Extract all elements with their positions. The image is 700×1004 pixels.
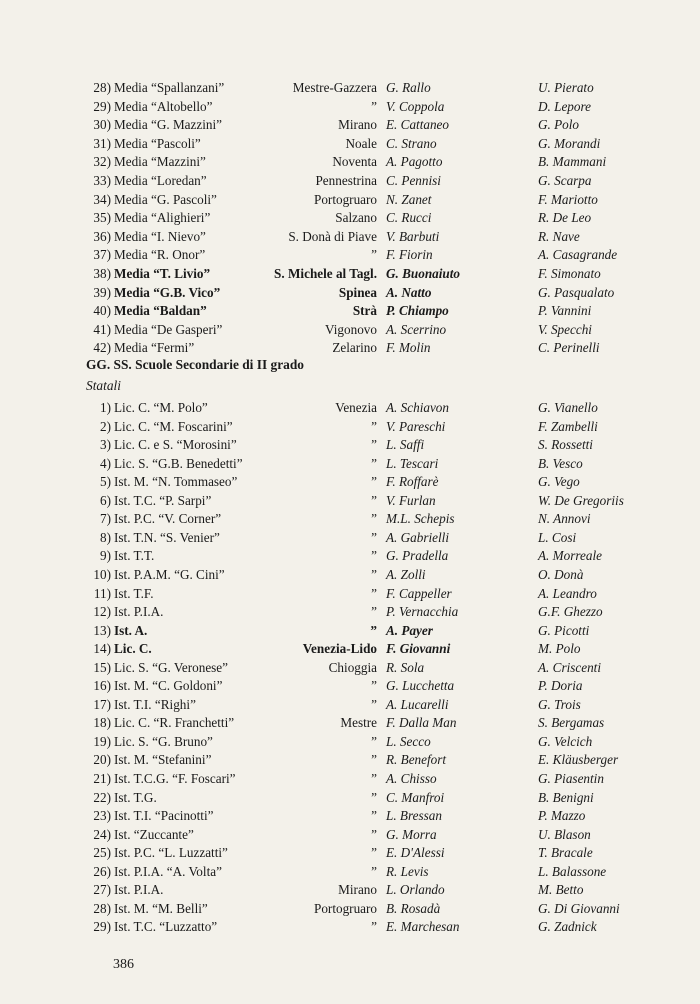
principal-name: G. Rallo: [386, 80, 431, 95]
list-item: [0, 320, 700, 339]
school-location: S. Michele al Tagl.: [274, 266, 377, 281]
list-item: [0, 843, 700, 862]
school-name: Ist. T.C.G. “F. Foscari”: [114, 771, 236, 786]
teacher-name: B. Mammani: [538, 154, 607, 170]
school-name: Ist. T.F.: [114, 585, 154, 601]
entry-number: 1): [100, 400, 111, 415]
school-location: ”: [371, 771, 377, 786]
entry-number: 12): [93, 604, 111, 620]
school-name: Lic. C. “M. Polo”: [114, 400, 208, 415]
school-location: ”: [371, 492, 377, 508]
entry-number: 18): [93, 715, 111, 731]
teacher-name: A. Casagrande: [538, 247, 618, 263]
principal-name: V. Barbuti: [386, 228, 440, 244]
entry-number: 2): [100, 418, 111, 434]
school-name: Media “Altobello”: [114, 98, 213, 114]
teacher-name: V. Specchi: [538, 321, 592, 337]
school-location: ”: [371, 511, 377, 527]
principal-name: G. Morra: [386, 826, 437, 842]
principal-name: L. Secco: [386, 733, 431, 749]
entry-number: 24): [93, 826, 111, 842]
school-name: Media “Pascoli”: [114, 135, 201, 151]
principal-name: B. Rosadà: [386, 900, 441, 916]
principal-name: F. Dalla Man: [386, 715, 457, 731]
entry-number: 19): [93, 733, 111, 749]
school-name: Media “G.B. Vico”: [114, 284, 221, 300]
school-name: Media “Mazzini”: [114, 154, 206, 170]
school-location: ”: [371, 566, 377, 582]
school-location: Vigonovo: [325, 321, 377, 337]
school-name: Ist. T.I. “Righi”: [114, 696, 196, 712]
list-item: [0, 750, 700, 769]
list-item: [0, 472, 700, 491]
teacher-name: E. Kläusberger: [538, 752, 619, 768]
list-item: [0, 115, 700, 134]
list-item: [0, 788, 700, 807]
school-location: ”: [371, 696, 377, 712]
entry-number: 22): [93, 789, 111, 805]
teacher-name: D. Lepore: [538, 98, 591, 114]
school-name: Media “Alighieri”: [114, 210, 211, 226]
entry-number: 26): [93, 863, 111, 879]
principal-name: F. Giovanni: [386, 641, 451, 657]
teacher-name: G. Di Giovanni: [538, 900, 620, 916]
entry-number: 41): [93, 321, 111, 337]
teacher-name: T. Bracale: [538, 845, 593, 861]
school-name: Ist. T.N. “S. Venier”: [114, 529, 220, 545]
school-location: ”: [371, 548, 377, 564]
teacher-name: M. Betto: [538, 882, 584, 898]
school-name: Ist. P.I.A.: [114, 604, 164, 620]
school-location: ”: [370, 622, 377, 638]
entry-number: 28): [93, 900, 111, 916]
principal-name: A. Natto: [386, 284, 432, 300]
school-name: Lic. S. “G. Veronese”: [114, 659, 229, 675]
principal-name: G. Buonaiuto: [386, 266, 461, 281]
teacher-name: M. Polo: [538, 641, 581, 657]
school-location: Noventa: [332, 154, 377, 170]
teacher-name: U. Pierato: [538, 80, 594, 95]
section-heading: GG. SS. Scuole Secondarie di II grado: [86, 357, 304, 372]
teacher-name: U. Blason: [538, 826, 591, 842]
school-location: Pennestrina: [315, 173, 377, 188]
list-item: [0, 509, 700, 528]
teacher-name: L. Cosi: [538, 529, 577, 545]
list-item: [0, 134, 700, 153]
principal-name: R. Sola: [386, 659, 425, 675]
school-name: Media “R. Onor”: [114, 247, 206, 263]
principal-name: F. Roffarè: [386, 474, 439, 490]
teacher-name: L. Balassone: [538, 863, 607, 879]
school-name: Media “G. Mazzini”: [114, 117, 223, 133]
principal-name: R. Benefort: [386, 752, 447, 768]
entry-number: 20): [93, 752, 111, 768]
list-item: [0, 899, 700, 918]
entry-number: 27): [93, 882, 111, 898]
list-item: [0, 208, 700, 227]
teacher-name: G. Zadnick: [538, 919, 597, 935]
list-item: [0, 78, 700, 97]
school-name: Media “G. Pascoli”: [114, 191, 217, 207]
school-name: Ist. M. “C. Goldoni”: [114, 678, 223, 694]
list-item: [0, 565, 700, 584]
school-name: Ist. T.T.: [114, 548, 155, 564]
entry-number: 34): [93, 191, 111, 207]
school-name: Media “Baldan”: [114, 303, 207, 319]
school-location: ”: [371, 733, 377, 749]
principal-name: P. Vernacchia: [386, 604, 459, 620]
school-location: ”: [371, 529, 377, 545]
school-location: ”: [371, 789, 377, 805]
school-name: Media “I. Nievo”: [114, 228, 206, 244]
principal-name: C. Pennisi: [386, 173, 441, 188]
principal-name: P. Chiampo: [386, 303, 449, 319]
entry-number: 29): [93, 919, 111, 935]
school-location: ”: [371, 418, 377, 434]
principal-name: E. Cattaneo: [386, 117, 450, 133]
list-item: [0, 602, 700, 621]
entry-number: 8): [100, 529, 111, 545]
teacher-name: P. Doria: [538, 678, 583, 694]
teacher-name: G. Trois: [538, 696, 581, 712]
teacher-name: A. Criscenti: [538, 659, 602, 675]
teacher-name: G. Morandi: [538, 135, 601, 151]
school-location: ”: [371, 678, 377, 694]
list-item: [0, 528, 700, 547]
entry-number: 16): [93, 678, 111, 694]
teacher-name: R. Nave: [538, 228, 580, 244]
school-name: Media “Spallanzani”: [114, 80, 225, 95]
principal-name: M.L. Schepis: [386, 511, 455, 527]
teacher-name: G. Vego: [538, 474, 580, 490]
entry-number: 31): [93, 135, 111, 151]
teacher-name: G.F. Ghezzo: [538, 604, 603, 620]
teacher-name: S. Rossetti: [538, 437, 593, 453]
school-location: Salzano: [335, 210, 377, 226]
school-location: Venezia: [335, 400, 377, 415]
list-item: [0, 264, 700, 283]
school-name: Lic. C. e S. “Morosini”: [114, 437, 237, 453]
principal-name: A. Lucarelli: [386, 696, 449, 712]
teacher-name: P. Mazzo: [538, 808, 586, 824]
principal-name: C. Rucci: [386, 210, 432, 226]
school-location: S. Donà di Piave: [288, 228, 377, 244]
school-location: ”: [371, 863, 377, 879]
list-item: [0, 338, 700, 357]
entry-number: 4): [100, 455, 111, 471]
list-item: [0, 301, 700, 320]
teacher-name: A. Leandro: [538, 585, 597, 601]
list-item: [0, 283, 700, 302]
principal-name: A. Scerrino: [386, 321, 447, 337]
school-location: Spinea: [338, 284, 377, 300]
list-item: [0, 152, 700, 171]
school-name: Lic. C. “M. Foscarini”: [114, 418, 233, 434]
list-item: [0, 658, 700, 677]
entry-number: 13): [93, 622, 111, 638]
principal-name: C. Strano: [386, 135, 437, 151]
school-location: Strà: [352, 303, 377, 319]
entry-number: 9): [100, 548, 111, 564]
list-item: [0, 398, 700, 417]
list-item: [0, 862, 700, 881]
school-location: Mestre: [340, 715, 377, 731]
entry-number: 36): [93, 228, 111, 244]
list-item: [0, 491, 700, 510]
entry-number: 10): [93, 566, 111, 582]
principal-name: A. Zolli: [386, 566, 426, 582]
list-item: [0, 190, 700, 209]
school-name: Ist. P.I.A. “A. Volta”: [114, 863, 222, 879]
school-location: ”: [371, 455, 377, 471]
principal-name: V. Coppola: [386, 98, 445, 114]
teacher-name: F. Zambelli: [538, 418, 598, 434]
entry-number: 37): [93, 247, 111, 263]
school-name: Ist. T.I. “Pacinotti”: [114, 808, 214, 824]
school-name: Ist. M. “Stefanini”: [114, 752, 212, 768]
principal-name: F. Fiorin: [386, 247, 433, 263]
entry-number: 35): [93, 210, 111, 226]
principal-name: G. Lucchetta: [386, 678, 455, 694]
page-number: 386: [113, 957, 134, 972]
entry-number: 32): [93, 154, 111, 170]
principal-name: G. Pradella: [386, 548, 449, 564]
list-item: [0, 435, 700, 454]
school-location: ”: [371, 437, 377, 453]
school-name: Ist. T.C. “Luzzatto”: [114, 919, 218, 935]
principal-name: N. Zanet: [386, 191, 432, 207]
list-item: [0, 769, 700, 788]
entry-number: 28): [93, 80, 111, 95]
school-location: ”: [371, 752, 377, 768]
section-subheading: Statali: [86, 378, 121, 393]
teacher-name: G. Scarpa: [538, 173, 592, 188]
entry-number: 33): [93, 173, 111, 188]
school-location: ”: [371, 98, 377, 114]
school-name: Ist. P.C. “L. Luzzatti”: [114, 845, 228, 861]
entry-number: 7): [100, 511, 111, 527]
school-location: ”: [371, 247, 377, 263]
list-item: [0, 639, 700, 658]
list-item: [0, 227, 700, 246]
school-location: Mestre-Gazzera: [292, 80, 377, 95]
principal-name: L. Orlando: [386, 882, 445, 898]
entry-number: 6): [100, 492, 111, 508]
list-item: [0, 713, 700, 732]
entry-number: 3): [100, 437, 111, 453]
principal-name: A. Gabrielli: [386, 529, 450, 545]
list-item: [0, 546, 700, 565]
school-name: Lic. S. “G.B. Benedetti”: [114, 455, 243, 471]
school-name: Ist. M. “M. Belli”: [114, 900, 208, 916]
list-item: [0, 806, 700, 825]
entry-number: 40): [93, 303, 111, 319]
list-item: [0, 880, 700, 899]
entry-number: 17): [93, 696, 111, 712]
school-name: Ist. P.I.A.: [114, 882, 164, 898]
teacher-name: G. Pasqualato: [538, 284, 615, 300]
school-name: Lic. S. “G. Bruno”: [114, 733, 213, 749]
principal-name: E. Marchesan: [386, 919, 460, 935]
teacher-name: G. Polo: [538, 117, 580, 133]
entry-number: 5): [100, 474, 111, 490]
school-name: Media “T. Livio”: [114, 266, 211, 281]
school-name: Ist. P.C. “V. Corner”: [114, 511, 222, 527]
teacher-name: B. Benigni: [538, 789, 594, 805]
school-location: Venezia-Lido: [302, 641, 377, 657]
school-location: Noale: [345, 135, 377, 151]
principal-name: V. Furlan: [386, 492, 436, 508]
school-location: ”: [371, 604, 377, 620]
teacher-name: P. Vannini: [538, 303, 592, 319]
teacher-name: B. Vesco: [538, 455, 583, 471]
list-item: [0, 732, 700, 751]
list-item: [0, 621, 700, 640]
school-name: Ist. A.: [114, 622, 148, 638]
principal-name: L. Tescari: [386, 455, 439, 471]
list-item: [0, 417, 700, 436]
principal-name: L. Saffi: [386, 437, 425, 453]
teacher-name: O. Donà: [538, 566, 584, 582]
principal-name: F. Molin: [386, 340, 431, 356]
teacher-name: G. Picotti: [538, 622, 590, 638]
principal-name: V. Pareschi: [386, 418, 446, 434]
school-location: ”: [371, 919, 377, 935]
school-location: Mirano: [338, 117, 377, 133]
entry-number: 42): [93, 340, 111, 356]
list-item: [0, 695, 700, 714]
entry-number: 21): [93, 771, 111, 786]
principal-name: A. Schiavon: [386, 400, 449, 415]
teacher-name: N. Annovi: [538, 511, 591, 527]
school-name: Ist. T.C. “P. Sarpi”: [114, 492, 212, 508]
entry-number: 14): [93, 641, 111, 657]
teacher-name: W. De Gregoriis: [538, 492, 624, 508]
teacher-name: F. Mariotto: [538, 191, 598, 207]
school-name: Ist. M. “N. Tommaseo”: [114, 474, 238, 490]
principal-name: F. Cappeller: [386, 585, 452, 601]
teacher-name: G. Vianello: [538, 400, 598, 415]
entry-number: 25): [93, 845, 111, 861]
teacher-name: F. Simonato: [538, 266, 601, 281]
entry-number: 30): [93, 117, 111, 133]
entry-number: 29): [93, 98, 111, 114]
principal-name: C. Manfroi: [386, 789, 445, 805]
principal-name: A. Payer: [386, 622, 433, 638]
list-item: [0, 676, 700, 695]
list-item: [0, 584, 700, 603]
list-item: [0, 245, 700, 264]
school-name: Media “Loredan”: [114, 173, 207, 188]
list-item: [0, 454, 700, 473]
school-name: Media “De Gasperi”: [114, 321, 223, 337]
entry-number: 23): [93, 808, 111, 824]
teacher-name: A. Morreale: [538, 548, 602, 564]
school-location: ”: [371, 585, 377, 601]
principal-name: R. Levis: [386, 863, 429, 879]
school-location: ”: [371, 808, 377, 824]
list-item: [0, 171, 700, 190]
entry-number: 11): [93, 585, 111, 601]
teacher-name: G. Velcich: [538, 733, 593, 749]
principal-name: A. Pagotto: [386, 154, 443, 170]
principal-name: A. Chisso: [386, 771, 437, 786]
teacher-name: R. De Leo: [538, 210, 592, 226]
teacher-name: S. Bergamas: [538, 715, 605, 731]
school-name: Lic. C. “R. Franchetti”: [114, 715, 235, 731]
school-location: Chioggia: [328, 659, 377, 675]
school-name: Media “Fermi”: [114, 340, 195, 356]
entry-number: 38): [93, 266, 111, 281]
school-location: ”: [371, 474, 377, 490]
teacher-name: C. Perinelli: [538, 340, 600, 356]
school-name: Ist. P.A.M. “G. Cini”: [114, 566, 225, 582]
entry-number: 39): [93, 284, 111, 300]
school-name: Lic. C.: [114, 641, 152, 657]
list-item: [0, 97, 700, 116]
entry-number: 15): [93, 659, 111, 675]
school-location: Portogruaro: [314, 900, 377, 916]
list-item: [0, 917, 700, 936]
list-item: [0, 825, 700, 844]
teacher-name: G. Piasentin: [538, 771, 604, 786]
school-name: Ist. T.G.: [114, 789, 157, 805]
school-name: Ist. “Zuccante”: [114, 826, 194, 842]
school-location: ”: [371, 845, 377, 861]
school-location: Zelarino: [332, 340, 377, 356]
principal-name: E. D'Alessi: [386, 845, 445, 861]
principal-name: L. Bressan: [386, 808, 442, 824]
school-location: Mirano: [338, 882, 377, 898]
school-location: ”: [371, 826, 377, 842]
school-location: Portogruaro: [314, 191, 377, 207]
